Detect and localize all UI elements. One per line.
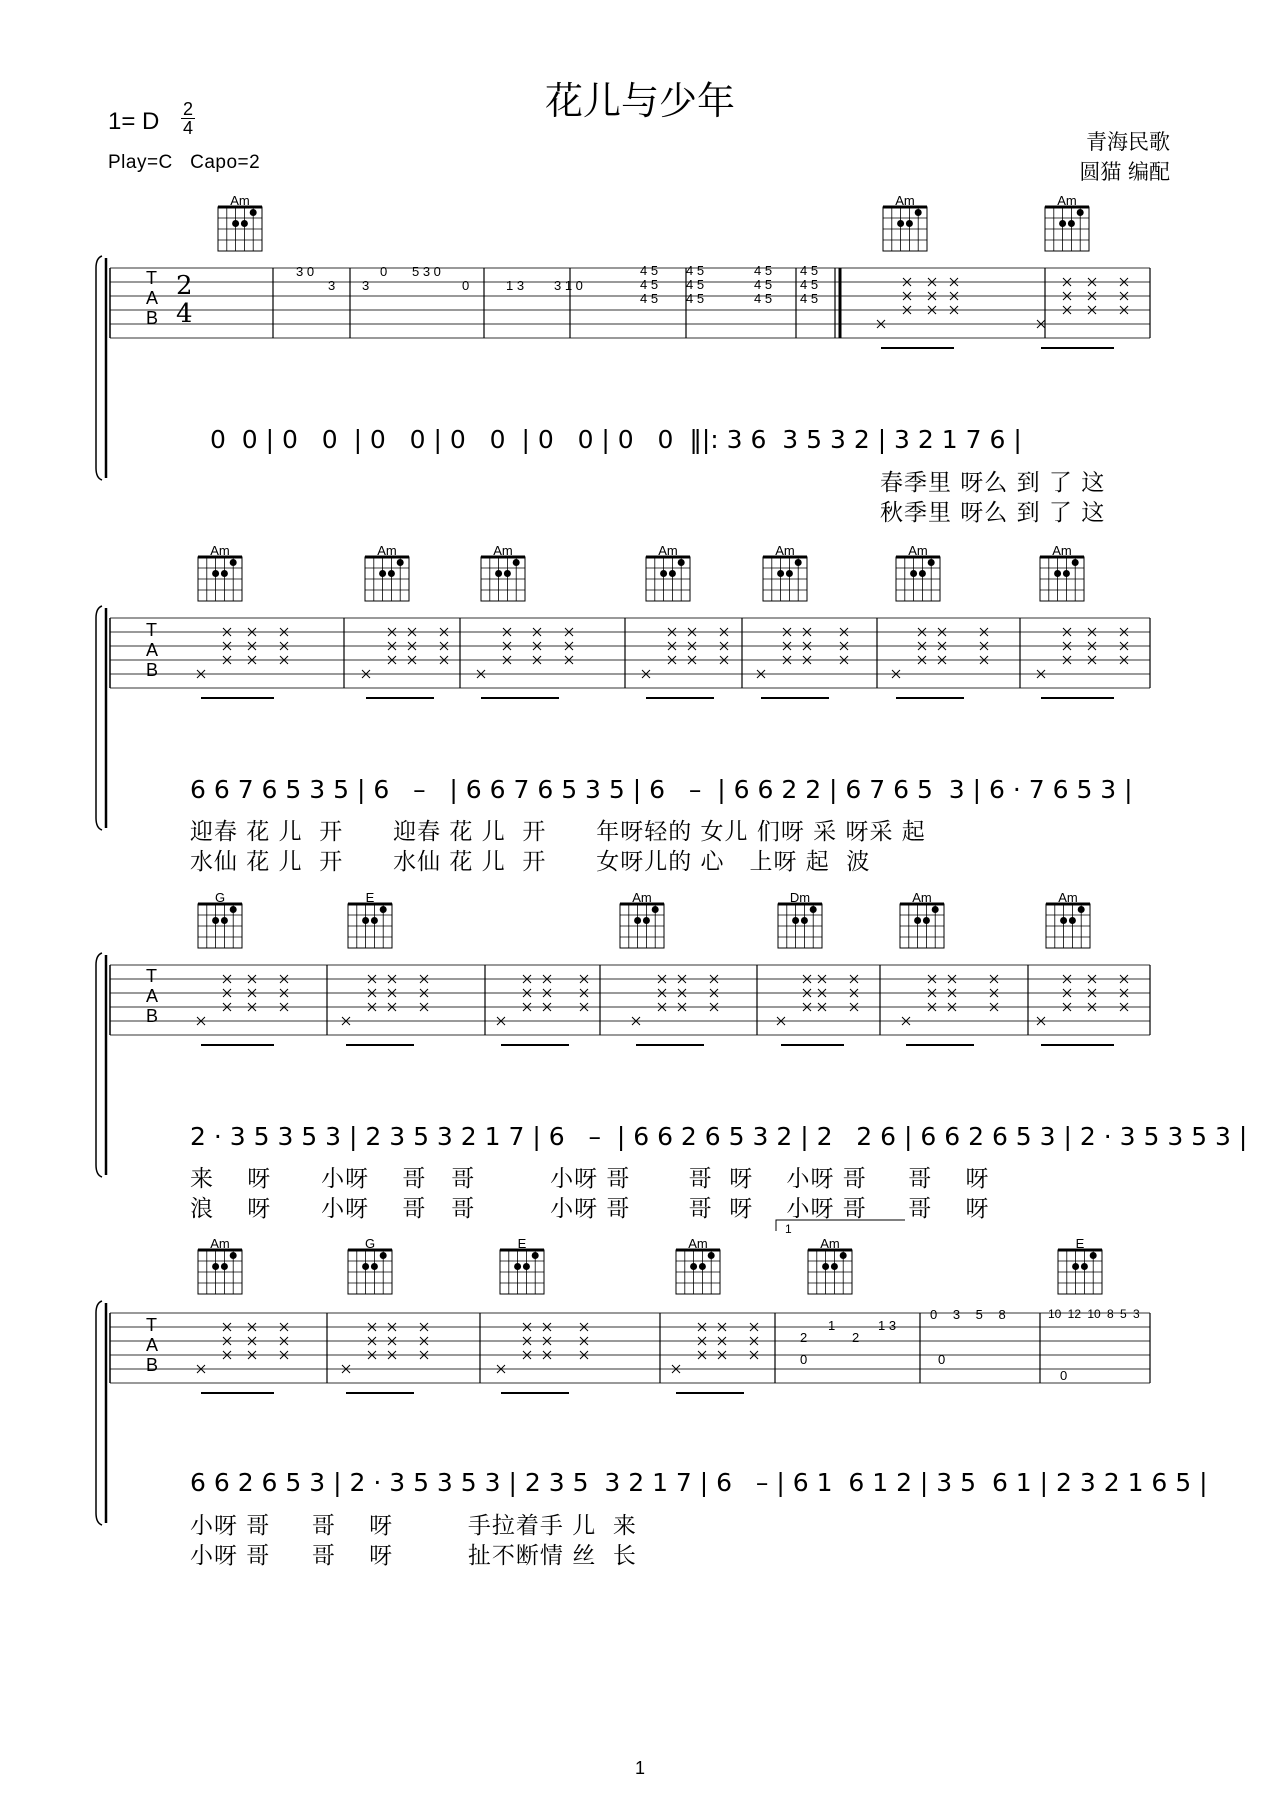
tab-letter-b: B (146, 1006, 159, 1026)
chord-finger-dot (831, 1263, 838, 1270)
chord-name: Am (775, 543, 795, 558)
chord-finger-dot (919, 570, 926, 577)
chord-finger-dot (380, 1252, 387, 1259)
chord-name: G (364, 1236, 376, 1251)
system-bracket (96, 1301, 102, 1525)
chord-name: E (365, 890, 375, 905)
chord-finger-dot (690, 1263, 697, 1270)
chord-name: Am (1052, 543, 1072, 558)
chord-finger-dot (1072, 1263, 1079, 1270)
chord-finger-dot (660, 570, 667, 577)
tab-letter-a: A (146, 986, 159, 1006)
chord-name: E (517, 1236, 527, 1251)
chord-finger-dot (822, 1263, 829, 1270)
fret-number: 0 (462, 278, 470, 293)
lyric-verse-1: 迎春 花 儿 开 迎春 花 儿 开 年呀轻的 女儿 们呀 采 呀采 起 (190, 819, 926, 845)
fret-number: 4 5 4 5 4 5 (686, 263, 705, 306)
chord-name: Am (1057, 193, 1077, 208)
chord-finger-dot (923, 917, 930, 924)
chord-name: Am (912, 890, 932, 905)
chord-finger-dot (504, 570, 511, 577)
fret-number: 1 (828, 1318, 836, 1333)
tab-clef (146, 620, 158, 680)
jianpu-row-3: 2 · 3 5 3 5 3 | 2 3 5 3 2 1 7 | 6 – | 6 6 2 6 5 3 2 | 2 2 6 | 6 6 2 6 5 3 | 2 · 3 5 3 5 3 | (190, 1122, 1248, 1151)
fret-number: 0 3 5 8 (930, 1307, 1006, 1322)
chord-finger-dot (1068, 220, 1075, 227)
tab-letter-b: B (146, 308, 159, 328)
tab-letter-a: A (146, 1335, 159, 1355)
chord-finger-dot (221, 570, 228, 577)
system-bracket (96, 256, 102, 480)
chord-finger-dot (241, 220, 248, 227)
page-number: 1 (634, 1758, 645, 1778)
chord-name: Am (895, 193, 915, 208)
chord-finger-dot (1063, 570, 1070, 577)
lyric-verse-1: 小呀 哥 哥 呀 手拉着手 儿 来 (190, 1513, 637, 1539)
chord-finger-dot (910, 570, 917, 577)
chord-finger-dot (1060, 917, 1067, 924)
jianpu-row-2: 6 6 7 6 5 3 5 | 6 – | 6 6 7 6 5 3 5 | 6 – | 6 6 2 2 | 6 7 6 5 3 | 6 · 7 6 5 3 | (190, 775, 1133, 804)
chord-finger-dot (230, 559, 237, 566)
fret-number: 1 3 (878, 1318, 897, 1333)
fret-number: 3 (328, 278, 336, 293)
time-numerator: 2 (182, 99, 193, 119)
chord-name: Dm (789, 890, 811, 905)
chord-finger-dot (792, 917, 799, 924)
tab-clef (146, 268, 158, 328)
lyric-verse-2: 浪 呀 小呀 哥 哥 小呀 哥 哥 呀 小呀 哥 哥 呀 (190, 1196, 990, 1222)
ending-bracket-label: 1 (785, 1222, 792, 1236)
chord-finger-dot (250, 209, 257, 216)
chord-finger-dot (1059, 220, 1066, 227)
chord-finger-dot (801, 917, 808, 924)
chord-name: Am (210, 543, 230, 558)
fret-number: 0 (380, 264, 388, 279)
lyric-verse-1: 来 呀 小呀 哥 哥 小呀 哥 哥 呀 小呀 哥 哥 呀 (190, 1166, 990, 1192)
chord-name: Am (908, 543, 928, 558)
chord-finger-dot (221, 917, 228, 924)
fret-number: 2 (800, 1330, 808, 1345)
tab-letter-a: A (146, 640, 159, 660)
tab-time-bottom: 4 (176, 299, 193, 329)
chord-name: Am (632, 890, 652, 905)
chord-finger-dot (708, 1252, 715, 1259)
chord-finger-dot (1077, 209, 1084, 216)
chord-finger-dot (1081, 1263, 1088, 1270)
chord-finger-dot (1054, 570, 1061, 577)
play-capo-info: Play=C Capo=2 (108, 152, 261, 173)
chord-name: Am (820, 1236, 840, 1251)
chord-name: Am (493, 543, 513, 558)
jianpu-row-4: 6 6 2 6 5 3 | 2 · 3 5 3 5 3 | 2 3 5 3 2 1 7 | 6 – | 6 1 6 1 2 | 3 5 6 1 | 2 3 2 1 6 5 | (190, 1468, 1208, 1497)
chord-finger-dot (379, 570, 386, 577)
fret-number: 4 5 4 5 4 5 (754, 263, 773, 306)
fret-number: 3 (362, 278, 370, 293)
chord-finger-dot (388, 570, 395, 577)
fret-number: 0 (938, 1352, 946, 1367)
chord-finger-dot (362, 917, 369, 924)
chord-finger-dot (532, 1252, 539, 1259)
fret-number: 0 (800, 1352, 808, 1367)
chord-finger-dot (1090, 1252, 1097, 1259)
chord-name: Am (688, 1236, 708, 1251)
chord-finger-dot (699, 1263, 706, 1270)
chord-finger-dot (897, 220, 904, 227)
chord-finger-dot (914, 917, 921, 924)
lyric-verse-1: 春季里 呀么 到 了 这 (880, 470, 1106, 496)
tab-time-sig (176, 272, 193, 328)
chord-finger-dot (1069, 917, 1076, 924)
chord-finger-dot (669, 570, 676, 577)
lyric-verse-2: 小呀 哥 哥 呀 扯不断情 丝 长 (190, 1543, 637, 1569)
chord-name: G (214, 890, 226, 905)
chord-finger-dot (212, 917, 219, 924)
system-bracket (96, 953, 102, 1177)
chord-finger-dot (777, 570, 784, 577)
chord-finger-dot (230, 906, 237, 913)
chord-finger-dot (397, 559, 404, 566)
chord-finger-dot (212, 570, 219, 577)
chord-name: Am (658, 543, 678, 558)
chord-finger-dot (362, 1263, 369, 1270)
song-origin: 青海民歌 (1086, 130, 1170, 154)
fret-number: 3 0 (296, 264, 315, 279)
fret-number: 10 12 10 8 5 3 (1048, 1307, 1140, 1321)
chord-finger-dot (371, 917, 378, 924)
chord-finger-dot (906, 220, 913, 227)
chord-finger-dot (514, 1263, 521, 1270)
lyric-verse-2: 水仙 花 儿 开 水仙 花 儿 开 女呀儿的 心 上呀 起 波 (190, 849, 871, 875)
fret-number: 4 5 4 5 4 5 (640, 263, 659, 306)
chord-finger-dot (795, 559, 802, 566)
chord-finger-dot (810, 906, 817, 913)
chord-name: Am (377, 543, 397, 558)
chord-finger-dot (513, 559, 520, 566)
arranger-credit: 圆猫 编配 (1079, 160, 1170, 184)
chord-finger-dot (678, 559, 685, 566)
chord-name: Am (1058, 890, 1078, 905)
chord-finger-dot (786, 570, 793, 577)
chord-finger-dot (212, 1263, 219, 1270)
chord-finger-dot (523, 1263, 530, 1270)
chord-finger-dot (634, 917, 641, 924)
song-title: 花儿与少年 (544, 79, 735, 123)
tab-clef (146, 1315, 158, 1375)
lyric-verse-2: 秋季里 呀么 到 了 这 (880, 500, 1106, 526)
chord-finger-dot (221, 1263, 228, 1270)
chord-finger-dot (232, 220, 239, 227)
system-bracket (96, 606, 102, 830)
chord-finger-dot (932, 906, 939, 913)
tab-letter-a: A (146, 288, 159, 308)
chord-name: Am (210, 1236, 230, 1251)
fret-number: 3 1 0 (554, 278, 583, 293)
chord-name: E (1075, 1236, 1085, 1251)
fret-number: 5 3 0 (412, 264, 441, 279)
key-signature: 1= D (108, 108, 160, 135)
time-denominator: 4 (182, 118, 193, 138)
chord-finger-dot (652, 906, 659, 913)
fret-number: 2 (852, 1330, 860, 1345)
tab-letter-t: T (146, 966, 157, 986)
tab-letter-t: T (146, 1315, 157, 1335)
tab-letter-b: B (146, 660, 159, 680)
chord-finger-dot (643, 917, 650, 924)
tab-letter-b: B (146, 1355, 159, 1375)
chord-finger-dot (915, 209, 922, 216)
chord-name: Am (230, 193, 250, 208)
chord-finger-dot (1078, 906, 1085, 913)
tab-letter-t: T (146, 268, 157, 288)
tab-letter-t: T (146, 620, 157, 640)
chord-finger-dot (495, 570, 502, 577)
tab-time-top: 2 (176, 271, 193, 301)
chord-finger-dot (371, 1263, 378, 1270)
chord-finger-dot (928, 559, 935, 566)
chord-finger-dot (380, 906, 387, 913)
chord-finger-dot (1072, 559, 1079, 566)
jianpu-row-1: 0 0 | 0 0 | 0 0 | 0 0 | 0 0 | 0 0 ‖|: 3 6 3 5 3 2 | 3 2 1 7 6 | (210, 425, 1022, 454)
chord-finger-dot (230, 1252, 237, 1259)
chord-finger-dot (840, 1252, 847, 1259)
fret-number: 4 5 4 5 4 5 (800, 263, 819, 306)
fret-number: 0 (1060, 1368, 1068, 1383)
fret-number: 1 3 (506, 278, 525, 293)
tab-clef (146, 966, 158, 1026)
